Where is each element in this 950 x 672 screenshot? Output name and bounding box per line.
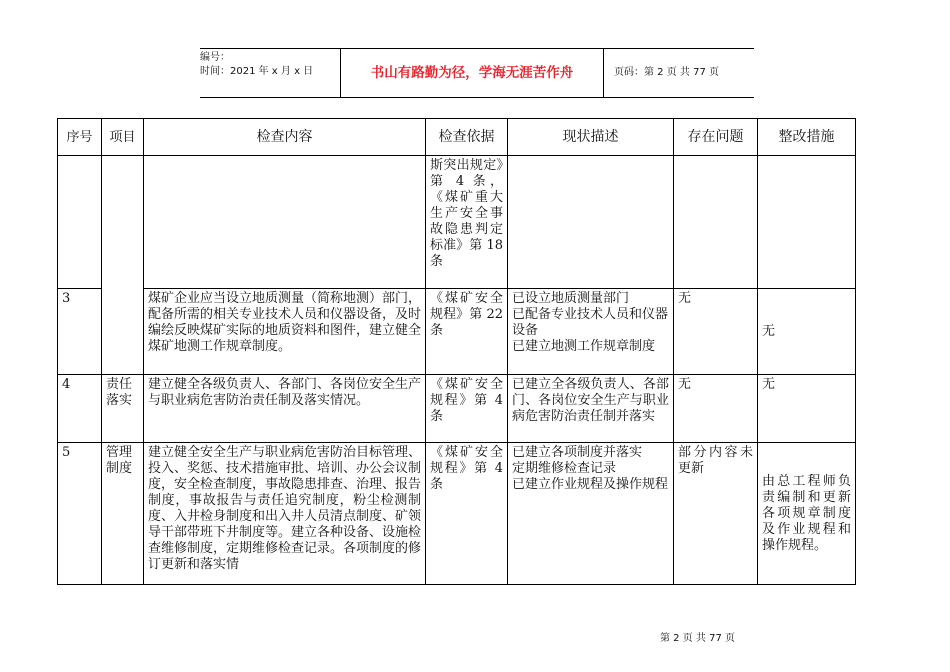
header-measure: 整改措施 <box>758 119 856 156</box>
row-seq: 5 <box>58 443 102 585</box>
row-status: 已建立各项制度并落实 定期维修检查记录 已建立作业规程及操作规程 <box>508 443 674 585</box>
row-status: 已设立地质测量部门 已配备专业技术人员和仪器设备 已建立地测工作规章制度 <box>508 289 674 375</box>
row-measure: 无 <box>758 289 856 375</box>
row-content: 建立健全各级负责人、各部门、各岗位安全生产与职业病危害防治责任制及落实情况。 <box>144 375 426 443</box>
row-seq <box>58 156 102 289</box>
header-content: 检查内容 <box>144 119 426 156</box>
header-item: 项目 <box>102 119 144 156</box>
header-page-code: 页码：第 2 页 共 77 页 <box>614 67 719 78</box>
inspection-table <box>57 118 856 585</box>
row-basis: 《煤矿安全规程》第 4 条 <box>426 375 508 443</box>
row-seq: 4 <box>58 375 102 443</box>
header-meta <box>200 49 340 99</box>
row-content: 建立健全安全生产与职业病危害防治目标管理、投入、奖惩、技术措施审批、培训、办公会议制度，安全检查制度，事故隐患排查、治理、报告制度，事故报告与责任追究制度，粉尘检测制度、入井检身制度和出入井人员清点制度、矿领导干部带班下井制度等。建立各种设备、设施检查维修制度，定期维修检查记录。各项制度的修订更新和落实情 <box>144 443 426 585</box>
row-problem <box>674 156 758 289</box>
header-problem: 存在问题 <box>674 119 758 156</box>
row-measure <box>758 156 856 289</box>
row-content: 煤矿企业应当设立地质测量（简称地测）部门，配备所需的相关专业技术人员和仪器设备，及时编绘反映煤矿实际的地质资料和图件，建立健全煤矿地测工作规章制度。 <box>144 289 426 375</box>
row-content <box>144 156 426 289</box>
row-problem: 无 <box>674 375 758 443</box>
row-item <box>102 156 144 375</box>
row-basis: 《煤矿安全规程》第 22 条 <box>426 289 508 375</box>
table-row <box>58 156 856 289</box>
row-problem: 无 <box>674 289 758 375</box>
row-seq: 3 <box>58 289 102 375</box>
page-header <box>200 48 754 98</box>
table-row <box>58 443 856 585</box>
page-footer: 第 2 页 共 77 页 <box>660 633 735 644</box>
table-row <box>58 289 856 375</box>
row-basis: 《煤矿安全规程》第 4 条 <box>426 443 508 585</box>
document-number-label: 编号： <box>200 52 230 63</box>
row-status <box>508 156 674 289</box>
header-status: 现状描述 <box>508 119 674 156</box>
row-measure: 无 <box>758 375 856 443</box>
row-status: 已建立全各级负责人、各部门、各岗位安全生产与职业病危害防治责任制并落实 <box>508 375 674 443</box>
row-basis: 斯突出规定》第 4 条，《煤矿重大生产安全事故隐患判定标准》第 18 条 <box>426 156 508 289</box>
header-seq: 序号 <box>58 119 102 156</box>
document-time-label: 时间：2021 年 x 月 x 日 <box>200 66 314 77</box>
row-measure: 由总工程师负责编制和更新各项规章制度及作业规程和操作规程。 <box>758 443 856 585</box>
row-problem: 部分内容未更新 <box>674 443 758 585</box>
table-header-row <box>58 119 856 156</box>
row-item: 责任落实 <box>102 375 144 443</box>
table-row <box>58 375 856 443</box>
header-motto: 书山有路勤为径，学海无涯苦作舟 <box>340 49 604 97</box>
row-item: 管理制度 <box>102 443 144 585</box>
header-basis: 检查依据 <box>426 119 508 156</box>
